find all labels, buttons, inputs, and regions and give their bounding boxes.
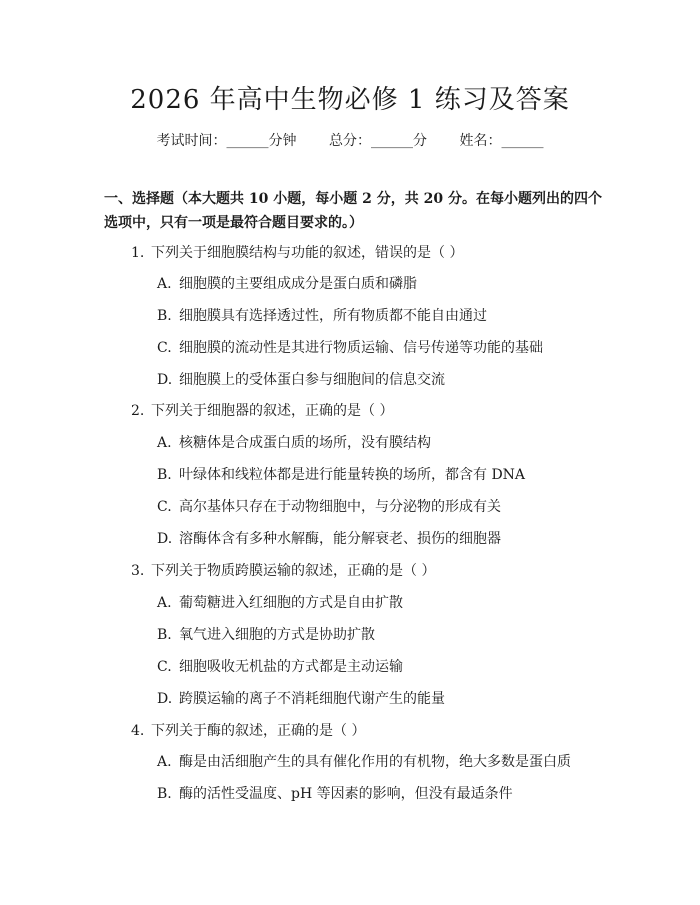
option-text: 酶的活性受温度、pH 等因素的影响，但没有最适条件 bbox=[179, 786, 513, 802]
exam-info bbox=[0, 131, 700, 151]
page-title: 2026 年高中生物必修 1 练习及答案 bbox=[130, 85, 570, 115]
option bbox=[157, 274, 417, 294]
question-number: 4. bbox=[131, 723, 145, 739]
option-letter: C. bbox=[157, 499, 172, 515]
option-text: 跨膜运输的离子不消耗细胞代谢产生的能量 bbox=[179, 691, 445, 707]
option-letter: D. bbox=[157, 372, 173, 388]
question-stem: 下列关于酶的叙述，正确的是（ ） bbox=[151, 723, 366, 739]
option bbox=[157, 306, 487, 326]
option-letter: B. bbox=[157, 467, 172, 483]
option bbox=[157, 593, 403, 613]
option bbox=[157, 433, 431, 453]
question-2 bbox=[131, 401, 393, 421]
option bbox=[157, 625, 375, 645]
option-text: 氧气进入细胞的方式是协助扩散 bbox=[179, 627, 375, 643]
option bbox=[157, 529, 501, 549]
option-letter: C. bbox=[157, 659, 172, 675]
option-text: 细胞吸收无机盐的方式都是主动运输 bbox=[179, 659, 403, 675]
option-text: 叶绿体和线粒体都是进行能量转换的场所，都含有 DNA bbox=[179, 467, 526, 483]
question-stem: 下列关于细胞膜结构与功能的叙述，错误的是（ ） bbox=[151, 245, 464, 261]
option-text: 细胞膜上的受体蛋白参与细胞间的信息交流 bbox=[179, 372, 445, 388]
option-letter: A. bbox=[157, 595, 172, 611]
question-1 bbox=[131, 243, 463, 263]
question-number: 3. bbox=[131, 563, 145, 579]
option-letter: C. bbox=[157, 340, 172, 356]
option-text: 细胞膜具有选择透过性，所有物质都不能自由通过 bbox=[179, 308, 487, 324]
question-4 bbox=[131, 721, 365, 741]
exam-score: 总分：______分 bbox=[329, 133, 427, 149]
option-letter: A. bbox=[157, 435, 172, 451]
question-stem: 下列关于物质跨膜运输的叙述，正确的是（ ） bbox=[151, 563, 436, 579]
option-text: 核糖体是合成蛋白质的场所，没有膜结构 bbox=[179, 435, 431, 451]
option-letter: A. bbox=[157, 754, 172, 770]
option-text: 葡萄糖进入红细胞的方式是自由扩散 bbox=[179, 595, 403, 611]
option-letter: D. bbox=[157, 691, 173, 707]
section-heading: 一、选择题（本大题共 10 小题，每小题 2 分，共 20 分。在每小题列出的四个选项中，只有一项是最符合题目要求的。） bbox=[104, 191, 602, 231]
option-letter: B. bbox=[157, 786, 172, 802]
question-number: 2. bbox=[131, 403, 145, 419]
option-letter: D. bbox=[157, 531, 173, 547]
option bbox=[157, 370, 445, 390]
option-text: 细胞膜的主要组成成分是蛋白质和磷脂 bbox=[179, 276, 417, 292]
option-letter: A. bbox=[157, 276, 172, 292]
option-text: 细胞膜的流动性是其进行物质运输、信号传递等功能的基础 bbox=[179, 340, 543, 356]
option-text: 高尔基体只存在于动物细胞中，与分泌物的形成有关 bbox=[179, 499, 501, 515]
option bbox=[157, 338, 543, 358]
option-text: 酶是由活细胞产生的具有催化作用的有机物，绝大多数是蛋白质 bbox=[179, 754, 571, 770]
option bbox=[157, 657, 403, 677]
option-letter: B. bbox=[157, 308, 172, 324]
student-name: 姓名：______ bbox=[459, 133, 544, 149]
question-stem: 下列关于细胞器的叙述，正确的是（ ） bbox=[151, 403, 394, 419]
option bbox=[157, 465, 525, 485]
exam-time: 考试时间：______分钟 bbox=[156, 133, 297, 149]
option-text: 溶酶体含有多种水解酶，能分解衰老、损伤的细胞器 bbox=[179, 531, 501, 547]
option bbox=[157, 752, 571, 772]
option bbox=[157, 497, 501, 517]
option bbox=[157, 689, 445, 709]
option-letter: B. bbox=[157, 627, 172, 643]
option bbox=[157, 784, 513, 804]
question-number: 1. bbox=[131, 245, 145, 261]
question-3 bbox=[131, 561, 435, 581]
